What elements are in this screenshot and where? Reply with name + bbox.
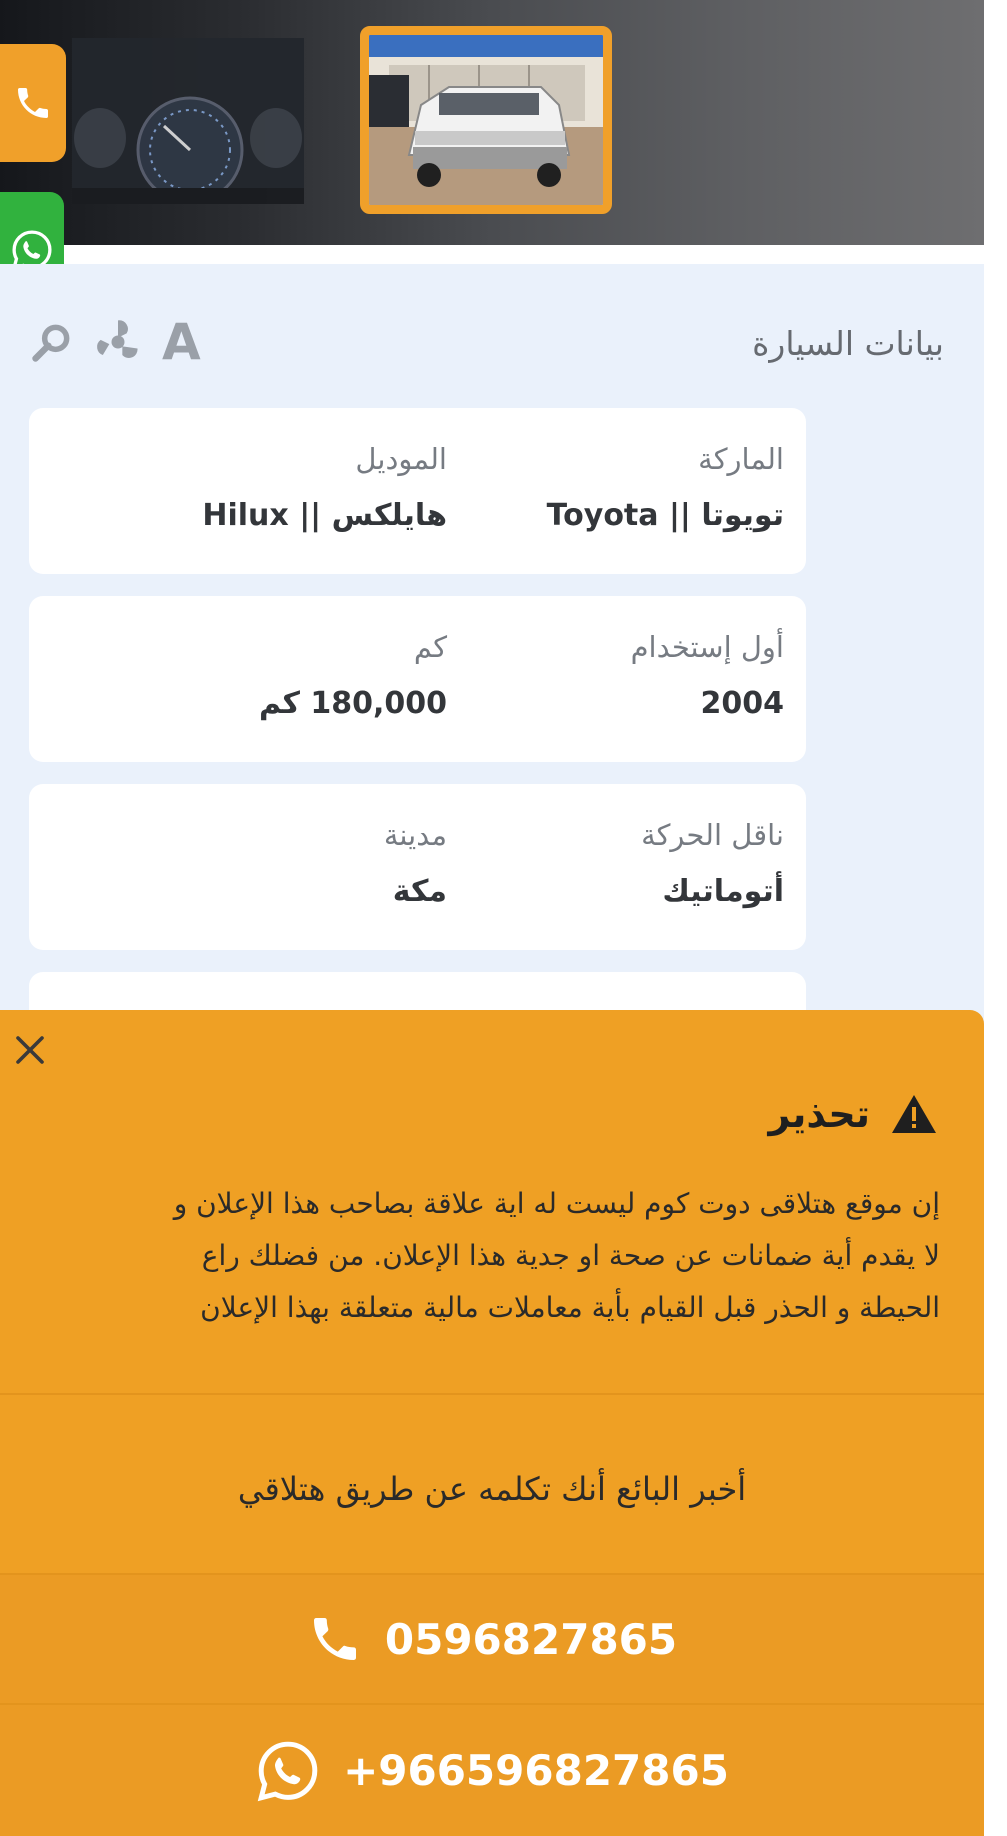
phone-number: 0596827865 (384, 1614, 678, 1664)
detail-value: هايلكس || Hilux (202, 498, 447, 533)
detail-value: 180,000 كم (258, 686, 447, 721)
detail-label: كم (413, 630, 447, 664)
gallery-thumb-speedometer[interactable] (72, 38, 304, 204)
warning-text (40, 1178, 940, 1334)
whatsapp-number: +966596827865 (343, 1746, 729, 1795)
warning-title: تحذير (768, 1092, 870, 1136)
warning-line: لا يقدم أية ضمانات عن صحة او جدية هذا الإعلان. من فضلك راع (201, 1239, 940, 1272)
warning-line: الحيطة و الحذر قبل القيام بأية معاملات مالية متعلقة بهذا الإعلان (200, 1291, 940, 1324)
truck-image (369, 35, 603, 205)
divider (0, 1393, 984, 1395)
zoom-icon[interactable] (30, 320, 74, 364)
gallery-thumb-truck-selected[interactable] (360, 26, 612, 214)
detail-card-mileage (29, 596, 469, 762)
detail-value: تويوتا || Toyota (546, 498, 784, 533)
detail-label: الموديل (355, 442, 447, 476)
tell-seller-note: أخبر البائع أنك تكلمه عن طريق هتلاقي (237, 1470, 747, 1508)
warning-line: إن موقع هتلاقى دوت كوم ليست له اية علاقة بصاحب هذا الإعلان و (173, 1187, 940, 1220)
warning-icon (890, 1093, 938, 1135)
phone-icon (13, 83, 53, 123)
detail-label: الماركة (698, 442, 784, 476)
detail-value: 2004 (700, 686, 784, 721)
call-seller-button[interactable] (0, 1575, 984, 1703)
detail-card-model (29, 408, 469, 574)
image-gallery (0, 0, 984, 245)
font-size-icon[interactable]: A (162, 313, 201, 371)
detail-value: مكة (392, 874, 447, 909)
accessibility-icon[interactable] (92, 316, 144, 368)
phone-icon (307, 1611, 363, 1667)
detail-card-city (29, 784, 469, 950)
whatsapp-icon (255, 1738, 321, 1804)
section-title: بيانات السيارة (752, 324, 944, 363)
close-icon[interactable] (12, 1032, 48, 1068)
detail-label: ناقل الحركة (641, 818, 784, 852)
side-call-button[interactable] (0, 44, 66, 162)
warning-header (768, 1092, 938, 1136)
speedometer-image (72, 38, 304, 204)
detail-label: أول إستخدام (630, 630, 784, 664)
detail-label: مدينة (383, 818, 447, 852)
detail-value: أتوماتيك (662, 874, 784, 909)
accessibility-toolbar (30, 314, 201, 370)
whatsapp-seller-button[interactable] (0, 1705, 984, 1836)
